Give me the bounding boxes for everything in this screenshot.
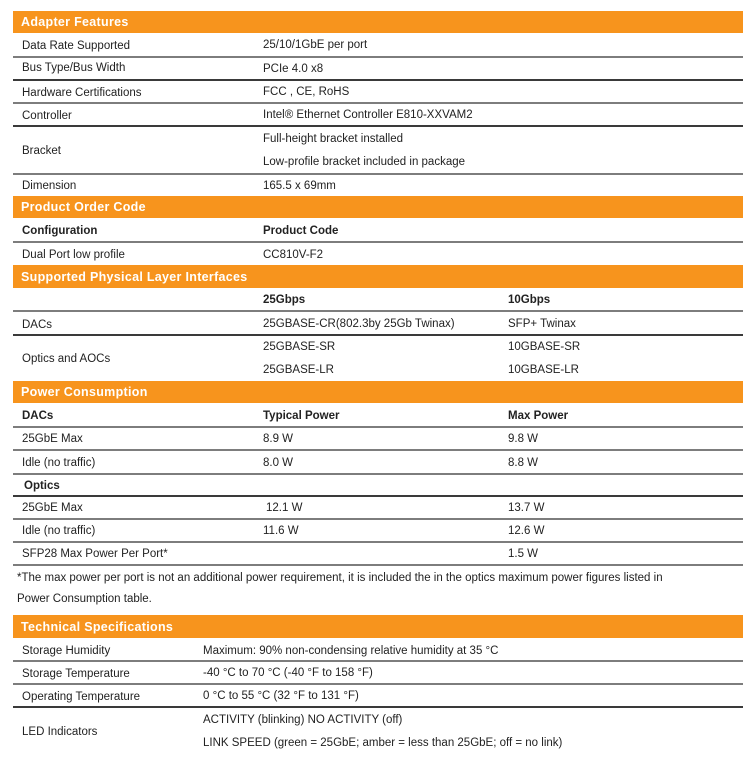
dac-row-typical: 8.9 W <box>263 433 294 445</box>
divider <box>13 683 743 685</box>
label-data-rate: Data Rate Supported <box>22 40 131 52</box>
header-25gbps: 25Gbps <box>263 294 306 306</box>
divider <box>13 473 743 475</box>
divider <box>13 56 743 58</box>
divider <box>13 518 743 520</box>
value-led-activity: ACTIVITY (blinking) NO ACTIVITY (off) <box>203 714 403 726</box>
value-dacs-25: 25GBASE-CR(802.3by 25Gb Twinax) <box>263 318 455 330</box>
label-optics-aocs: Optics and AOCs <box>22 353 111 365</box>
footnote-line-2: Power Consumption table. <box>17 593 152 605</box>
label-dimension: Dimension <box>22 180 77 192</box>
label-operating-temperature: Operating Temperature <box>22 691 141 703</box>
divider <box>13 541 743 543</box>
divider <box>13 564 743 566</box>
section-header-product-order-code <box>13 196 743 218</box>
value-optics-25-lr: 25GBASE-LR <box>263 364 334 376</box>
dac-row-typical: 8.0 W <box>263 457 294 469</box>
divider <box>13 79 743 81</box>
footnote-line-1: *The max power per port is not an additional power requirement, it is included the in the optics maximum power figures listed in <box>17 572 663 584</box>
header-product-code: Product Code <box>263 225 339 237</box>
section-title: Product Order Code <box>21 200 146 214</box>
dac-row-label: 25GbE Max <box>22 433 83 445</box>
optics-row-typical: 11.6 W <box>263 525 299 537</box>
value-led-link-speed: LINK SPEED (green = 25GbE; amber = less than 25GbE; off = no link) <box>203 737 563 749</box>
value-controller: Intel® Ethernet Controller E810-XXVAM2 <box>263 109 473 121</box>
order-code: CC810V-F2 <box>263 249 324 261</box>
value-data-rate: 25/10/1GbE per port <box>263 39 368 51</box>
optics-row-max: 13.7 W <box>508 502 545 514</box>
label-storage-humidity: Storage Humidity <box>22 645 111 657</box>
label-hardware-certifications: Hardware Certifications <box>22 87 142 99</box>
optics-row-max: 12.6 W <box>508 525 545 537</box>
value-optics-10-sr: 10GBASE-SR <box>508 341 581 353</box>
header-dacs: DACs <box>22 410 54 422</box>
dac-row-max: 8.8 W <box>508 457 539 469</box>
label-bus-type: Bus Type/Bus Width <box>22 62 126 74</box>
divider <box>13 102 743 104</box>
section-header-power-consumption <box>13 381 743 403</box>
value-bracket-1: Full-height bracket installed <box>263 133 403 145</box>
optics-row-label: SFP28 Max Power Per Port* <box>22 548 168 560</box>
label-storage-temperature: Storage Temperature <box>22 668 130 680</box>
header-max-power: Max Power <box>508 410 569 422</box>
divider <box>13 426 743 428</box>
optics-row-max: 1.5 W <box>508 548 539 560</box>
value-bracket-2: Low-profile bracket included in package <box>263 156 466 168</box>
divider <box>13 310 743 312</box>
header-10gbps: 10Gbps <box>508 294 551 306</box>
section-title: Technical Specifications <box>21 619 174 634</box>
header-configuration: Configuration <box>22 225 98 237</box>
order-config: Dual Port low profile <box>22 249 125 261</box>
value-bus-type: PCIe 4.0 x8 <box>263 63 324 75</box>
section-header-phy-interfaces <box>13 265 743 288</box>
optics-row-label: Idle (no traffic) <box>22 525 96 537</box>
divider <box>13 660 743 662</box>
value-optics-25-sr: 25GBASE-SR <box>263 341 336 353</box>
section-header-adapter-features <box>13 11 743 33</box>
dac-row-label: Idle (no traffic) <box>22 457 96 469</box>
header-typical-power: Typical Power <box>263 410 340 422</box>
section-title: Power Consumption <box>21 385 148 399</box>
value-optics-10-lr: 10GBASE-LR <box>508 364 579 376</box>
header-optics: Optics <box>24 480 60 492</box>
value-hardware-certifications: FCC , CE, RoHS <box>263 86 350 98</box>
divider <box>13 334 743 336</box>
divider <box>13 125 743 127</box>
value-dimension: 165.5 x 69mm <box>263 180 336 192</box>
divider <box>13 706 743 708</box>
value-storage-humidity: Maximum: 90% non-condensing relative humidity at 35 °C <box>203 645 499 657</box>
value-storage-temperature: -40 °C to 70 °C (-40 °F to 158 °F) <box>203 667 373 679</box>
divider <box>13 173 743 175</box>
optics-row-label: 25GbE Max <box>22 502 83 514</box>
divider <box>13 241 743 243</box>
section-title: Supported Physical Layer Interfaces <box>21 269 248 284</box>
label-controller: Controller <box>22 110 72 122</box>
label-dacs: DACs <box>22 319 53 331</box>
optics-row-typical: 12.1 W <box>266 502 303 514</box>
section-header-technical-specifications <box>13 615 743 638</box>
divider <box>13 495 743 497</box>
value-operating-temperature: 0 °C to 55 °C (32 °F to 131 °F) <box>203 690 359 702</box>
dac-row-max: 9.8 W <box>508 433 539 445</box>
section-title: Adapter Features <box>21 15 129 29</box>
divider <box>13 449 743 451</box>
value-dacs-10: SFP+ Twinax <box>508 318 576 330</box>
label-led-indicators: LED Indicators <box>22 726 98 738</box>
label-bracket: Bracket <box>22 145 61 157</box>
